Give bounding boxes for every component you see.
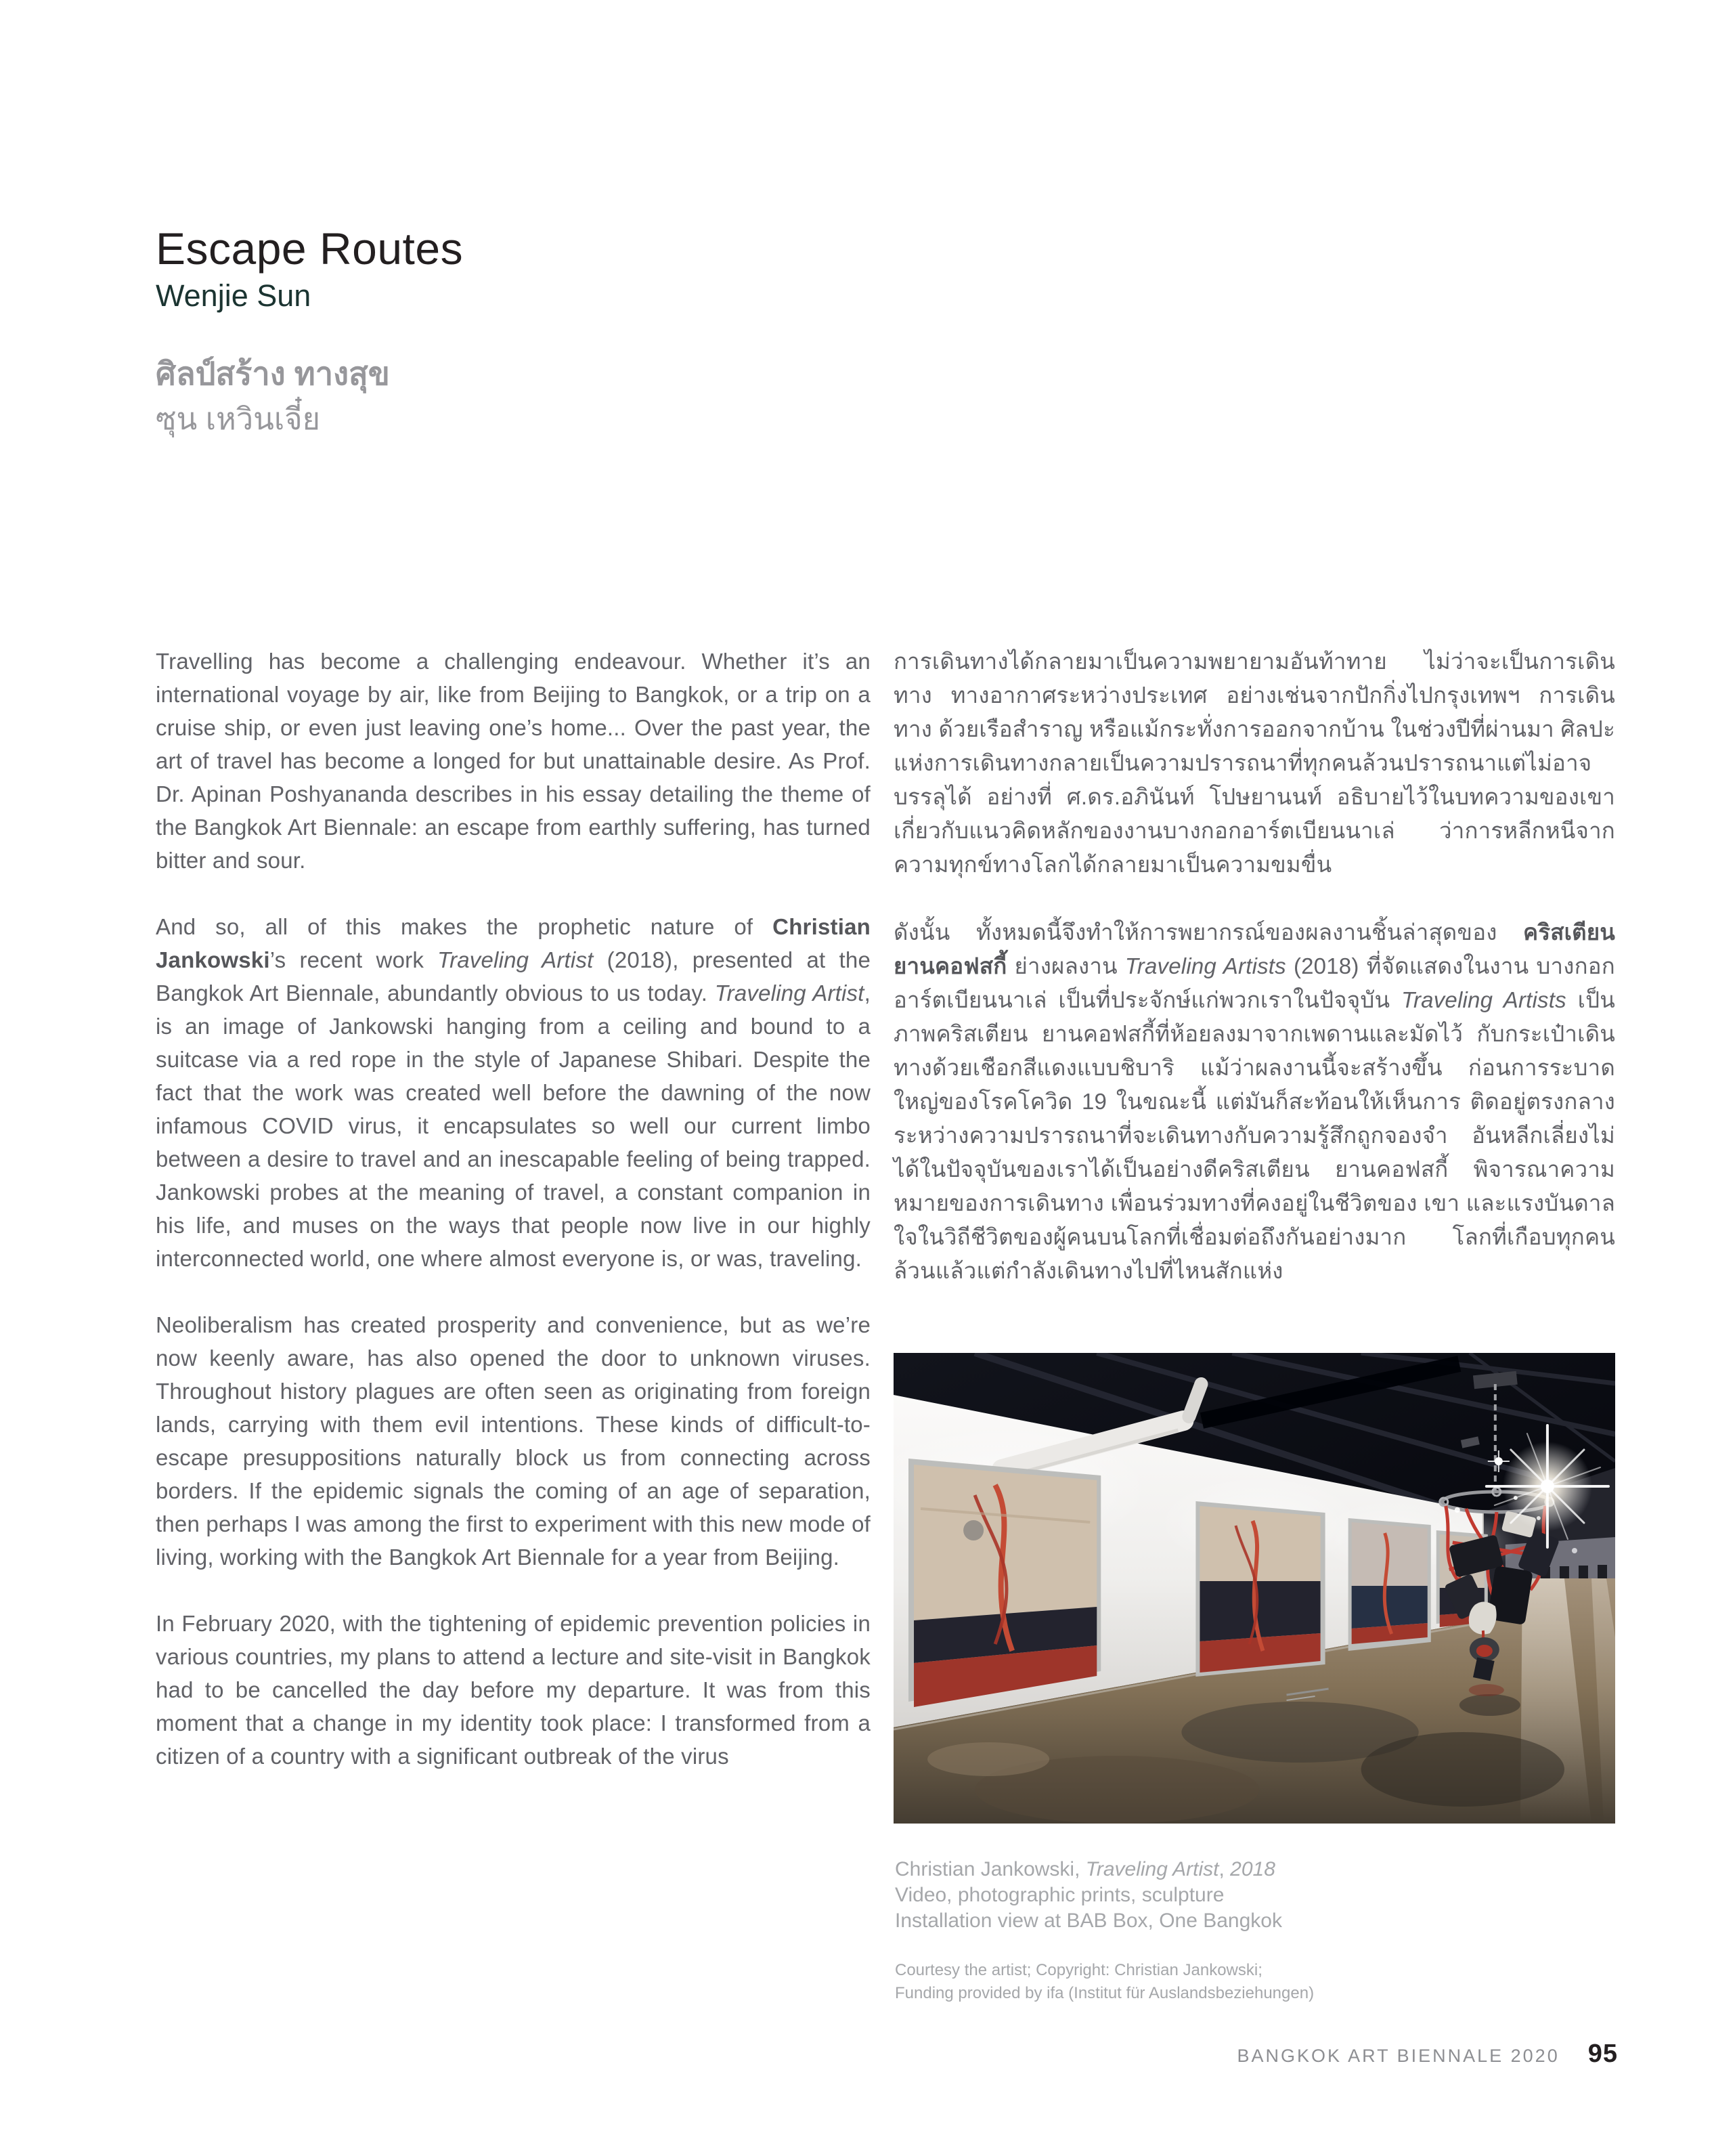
author-name: Wenjie Sun: [156, 278, 311, 313]
thai-title: ศิลป์สร้าง ทางสุข: [156, 355, 390, 391]
essay-column-english: [156, 645, 871, 1806]
figure-caption: [895, 1857, 1282, 1934]
framed-print: [1348, 1518, 1431, 1651]
essay-paragraph: ดังนั้น ทั้งหมดนี้จึงทำให้การพยากรณ์ของผลงานชิ้นล่าสุดของ คริสเตียน ยานคอฟสกี้ ย่างผลงาน Traveling Artists (2018) ที่จัดแสดงในงาน บางกอกอาร์ตเบียนนาเล่ เป็นที่ประจักษ์แก่พวกเราในปัจจุบัน Traveling Artists เป็นภาพคริสเตียน ยานคอฟสกี้ที่ห้อยลงมาจากเพดานและมัดไว้ กับกระเป๋าเดินทางด้วยเชือกสีแดงแบบชิบาริ แม้ว่าผลงานนี้จะสร้างขึ้น ก่อนการระบาดใหญ่ของโรคโควิด 19 ในขณะนี้ แต่มันก็สะท้อนให้เห็นการ ติดอยู่ตรงกลางระหว่างความปรารถนาที่จะเดินทางกับความรู้สึกถูกจองจำ อันหลีกเลี่ยงไม่ได้ในปัจจุบันของเราได้เป็นอย่างดีคริสเตียน ยานคอฟสกี้ พิจารณาความหมายของการเดินทาง เพื่อนร่วมทางที่คงอยู่ในชีวิตของ เขา และแรงบันดาลใจในวิถีชีวิตของผู้คนบนโลกที่เชื่อมต่อถึงกันอย่างมาก โลกที่เกือบทุกคนล้วนแล้วแต่กำลังเดินทางไปที่ไหนสักแห่ง: [894, 920, 1615, 1283]
installation-photo: [894, 1353, 1615, 1824]
thai-author-name: ซุน เหวินเจี๋ย: [156, 402, 320, 436]
credit-line: Courtesy the artist; Copyright: Christian Jankowski;: [895, 1961, 1262, 1979]
caption-title-line: Christian Jankowski, Traveling Artist, 2018: [895, 1858, 1275, 1880]
footer-journal-title: BANGKOK ART BIENNALE 2020: [1237, 2046, 1560, 2066]
caption-venue-line: Installation view at BAB Box, One Bangkok: [895, 1910, 1282, 1932]
essay-paragraph: การเดินทางได้กลายมาเป็นความพยายามอันท้าทาย ไม่ว่าจะเป็นการเดินทาง ทางอากาศระหว่างประเทศ อย่างเช่นจากปักกิ่งไปกรุงเทพฯ การเดินทาง ด้วยเรือสำราญ หรือแม้กระทั่งการออกจากบ้าน ในช่วงปีที่ผ่านมา ศิลปะ แห่งการเดินทางกลายเป็นความปรารถนาที่ทุกคนล้วนปรารถนาแต่ไม่อาจ บรรลุได้ อย่างที่ ศ.ดร.อภินันท์ โปษยานนท์ อธิบายไว้ในบทความของเขา เกี่ยวกับแนวคิดหลักของงานบางกอกอาร์ตเบียนนาเล่ ว่าการหลีกหนีจาก ความทุกข์ทางโลกได้กลายมาเป็นความขมขื่น: [894, 649, 1615, 877]
page-title: Escape Routes: [156, 223, 464, 274]
caption-medium-line: Video, photographic prints, sculpture: [895, 1884, 1225, 1906]
essay-paragraph: And so, all of this makes the prophetic nature of Christian Jankowski’s recent work Traveling Artist (2018), presented at the Bangkok Art Biennale, abundantly obvious to us today. Traveling Artist, is an image of Jankowski hanging from a ceiling and bound to a suitcase via a red rope in the style of Japanese Shibari. Despite the fact that the work was created well before the dawning of the now infamous COVID virus, it encapsulates so well our current limbo between a desire to travel and an inescapable feeling of being trapped. Jankowski probes at the meaning of travel, a constant companion in his life, and muses on the ways that people now live in our highly interconnected world, one where almost everyone is, or was, traveling.: [156, 914, 871, 1271]
figure-credits: [895, 1959, 1314, 2005]
framed-print: [1195, 1501, 1325, 1677]
footer-page-number: 95: [1587, 2040, 1618, 2068]
essay-paragraph: Neoliberalism has created prosperity and convenience, but as we’re now keenly aware, has also opened the door to unknown viruses. Throughout history plagues are often seen as originating from foreign lands, carrying with them evil intentions. These kinds of difficult-to-escape presuppositions naturally block us from connecting across borders. If the epidemic signals the coming of an age of separation, then perhaps I was among the first to experiment with this new mode of living, working with the Bangkok Art Biennale for a year from Beijing.: [156, 1312, 871, 1570]
essay-paragraph: In February 2020, with the tightening of epidemic prevention policies in various countries, my plans to attend a lecture and site-visit in Bangkok had to be cancelled the day before my departure. It was from this moment that a change in my identity took place: I transformed from a citizen of a country with a significant outbreak of the virus: [156, 1611, 871, 1769]
framed-print: [908, 1459, 1101, 1707]
credit-line: Funding provided by ifa (Institut für Auslandsbeziehungen): [895, 1984, 1315, 2002]
installation-photo-graphic: [894, 1353, 1615, 1824]
essay-column-thai: [894, 645, 1615, 1322]
essay-paragraph: Travelling has become a challenging endeavour. Whether it’s an international voyage by air, like from Beijing to Bangkok, or a trip on a cruise ship, or even just leaving one’s home... Over the past year, the art of travel has become a longed for but unattainable desire. As Prof. Dr. Apinan Poshyananda describes in his essay detailing the theme of the Bangkok Art Biennale: an escape from earthly suffering, has turned bitter and sour.: [156, 649, 871, 873]
page-footer: [1237, 2040, 1618, 2069]
